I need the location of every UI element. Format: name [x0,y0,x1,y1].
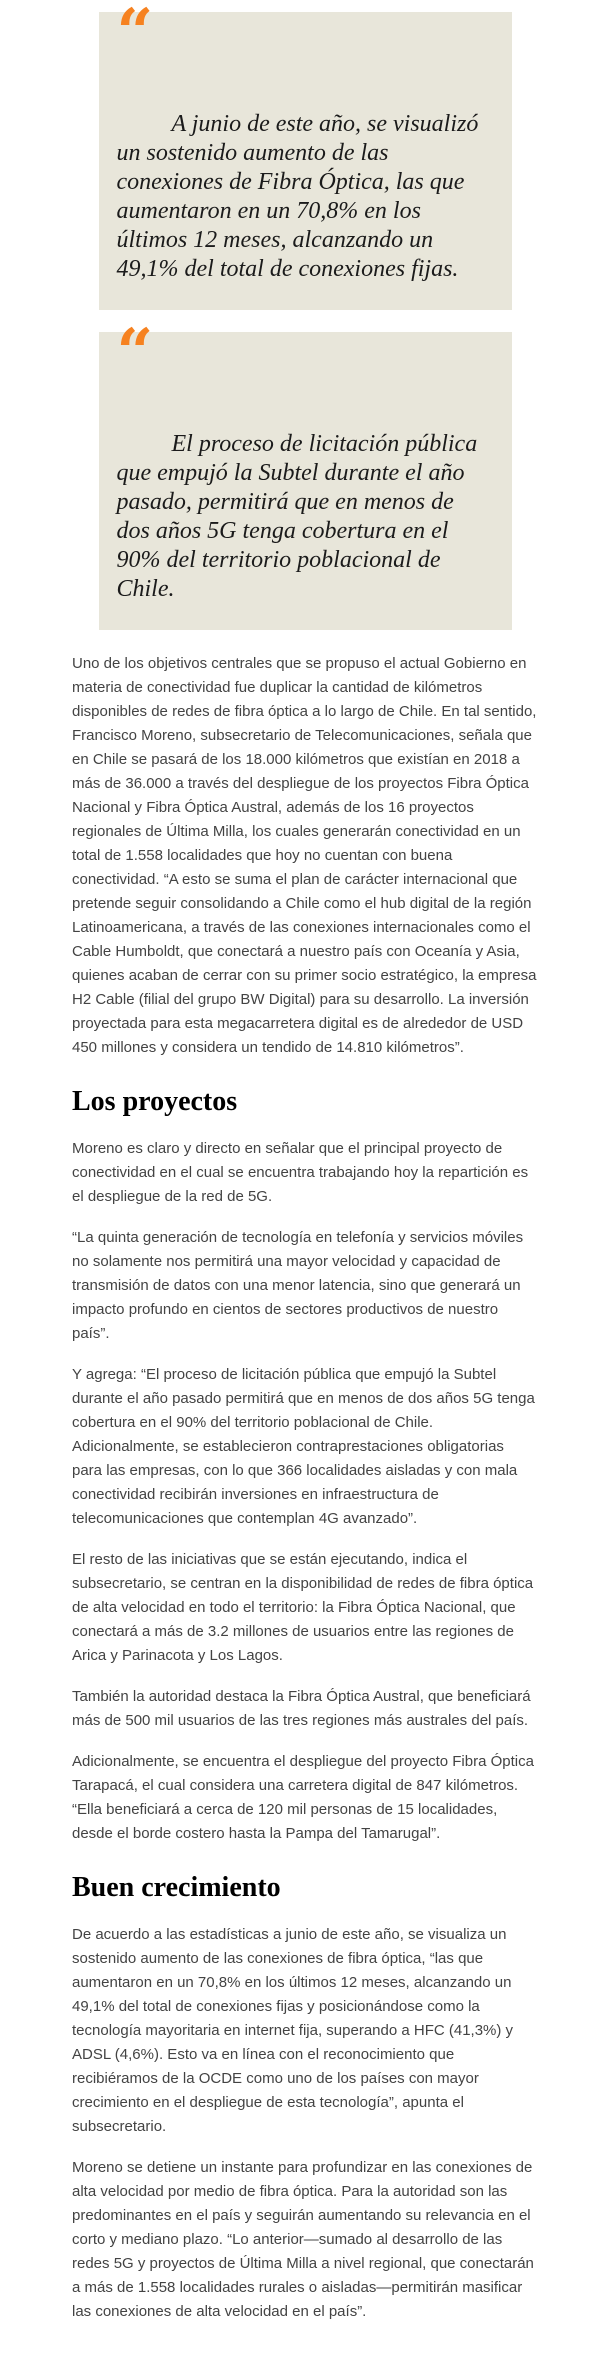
pull-quote-block-1 [99,0,512,310]
pull-quote-text-2: El proceso de licitación pública que empujó la Subtel durante el año pasado, permitirá que en menos de dos años 5G tenga cobertura en el 90% del territorio poblacional de Chile. [116,431,478,602]
article-paragraph: Uno de los objetivos centrales que se propuso el actual Gobierno en materia de conectividad fue duplicar la cantidad de kilómetros disponibles de redes de fibra óptica a lo largo de Chile. En tal sentido, Francisco Moreno, subsecretario de Telecomunicaciones, señala que en Chile se pasará de los 18.000 kilómetros que existían en 2018 a más de 36.000 a través del despliegue de los proyectos Fibra Óptica Nacional y Fibra Óptica Austral, además de los 16 proyectos regionales de Última Milla, los cuales generarán conectividad en un total de 1.558 localidades que hoy no cuentan con buena conectividad. “A esto se suma el plan de carácter internacional que pretende seguir consolidando a Chile como el hub digital de la región Latinoamericana, a través de las conexiones internacionales como el Cable Humboldt, que conectará a nuestro país con Oceanía y Asia, quienes acaban de cerrar con su primer socio estratégico, la empresa H2 Cable (filial del grupo BW Digital) para su desarrollo. La inversión proyectada para esta megacarretera digital es de alrededor de USD 450 millones y considera un tendido de 14.810 kilómetros”. [72,655,537,1056]
pull-quote-text-1: A junio de este año, se visualizó un sostenido aumento de las conexiones de Fibra Óptica, las que aumentaron en un 70,8% en los últimos 12 meses, alcanzando un 49,1% del total de conexiones fijas. [116,111,479,282]
article-paragraph: Adicionalmente, se encuentra el despliegue del proyecto Fibra Óptica Tarapacá, el cual considera una carretera digital de 847 kilómetros. “Ella beneficiará a cerca de 120 mil personas de 15 localidades, desde el borde costero hasta la Pampa del Tamarugal”. [72,1753,534,1842]
section-heading-los-proyectos: Los proyectos [72,1086,238,1117]
article-paragraph: Y agrega: “El proceso de licitación pública que empujó la Subtel durante el año pasado permitirá que en menos de dos años 5G tenga cobertura en el 90% del territorio poblacional de Chile. Adicionalmente, se establecieron contraprestaciones obligatorias para las empresas, con lo que 366 localidades aisladas y con mala conectividad recibirán inversiones en infraestructura de telecomunicaciones que contemplan 4G avanzado”. [72,1366,535,1527]
article-paragraph: De acuerdo a las estadísticas a junio de este año, se visualiza un sostenido aumento de las conexiones de fibra óptica, “las que aumentaron en un 70,8% en los últimos 12 meses, alcanzando un 49,1% del total de conexiones fijas y posicionándose como la tecnología mayoritaria en internet fija, superando a HFC (41,3%) y ADSL (4,6%). Esto va en línea con el reconocimiento que recibiéramos de la OCDE como uno de los países con mayor crecimiento en el despliegue de esta tecnología”, apunta el subsecretario. [72,1926,514,2135]
article-paragraph: El resto de las iniciativas que se están ejecutando, indica el subsecretario, se centran en la disponibilidad de redes de fibra óptica de alta velocidad en todo el territorio: la Fibra Óptica Nacional, que conectará a más de 3.2 millones de usuarios entre las regiones de Arica y Parinacota y Los Lagos. [72,1551,534,1664]
section-heading-buen-crecimiento: Buen crecimiento [72,1872,281,1903]
article-paragraph: Moreno es claro y directo en señalar que el principal proyecto de conectividad en el cual se encuentra trabajando hoy la repartición es el despliegue de la red de 5G. [72,1140,529,1205]
article-paragraph: “La quinta generación de tecnología en telefonía y servicios móviles no solamente nos permitirá una mayor velocidad y capacidad de transmisión de datos con una menor latencia, sino que generará un impacto profundo en cientos de sectores productivos de nuestro país”. [72,1229,524,1342]
open-quote-icon: “ [116,315,151,390]
article-paragraph: Moreno se detiene un instante para profundizar en las conexiones de alta velocidad por medio de fibra óptica. Para la autoridad son las predominantes en el país y seguirán aumentando su relevancia en el corto y mediano plazo. “Lo anterior—sumado al desarrollo de las redes 5G y proyectos de Última Milla a nivel regional, que conectarán a más de 1.558 localidades rurales o aisladas—permitirán masificar las conexiones de alta velocidad en el país”. [72,2159,534,2320]
article-paragraph: También la autoridad destaca la Fibra Óptica Austral, que beneficiará más de 500 mil usuarios de las tres regiones más australes del país. [72,1688,531,1729]
open-quote-icon: “ [116,0,151,70]
article-body [72,652,538,2324]
pull-quote-block-2 [99,315,512,630]
